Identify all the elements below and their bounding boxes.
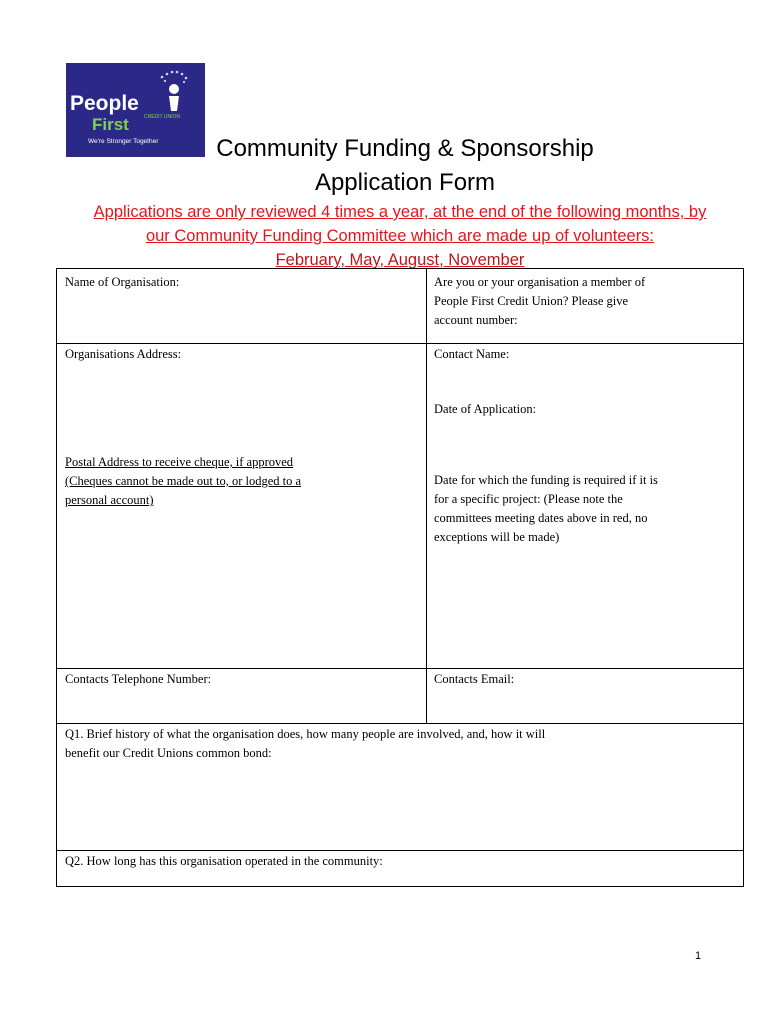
svg-text:First: First <box>92 115 129 134</box>
people-first-logo <box>66 63 205 157</box>
q1-history-field[interactable] <box>65 725 735 763</box>
postal-address-field[interactable] <box>65 453 395 510</box>
notice-months: February, May, August, November <box>275 251 525 269</box>
date-of-application-field[interactable]: Date of Application: <box>434 402 537 416</box>
notice-line2: our Community Funding Committee which are made up of volunteers: <box>145 227 655 245</box>
svg-text:People: People <box>70 92 139 115</box>
q1-line2: benefit our Credit Unions common bond: <box>65 746 272 760</box>
postal-line2: (Cheques cannot be made out to, or lodged to a <box>65 474 302 488</box>
q1-line1: Q1. Brief history of what the organisation does, how many people are involved, and, how it will <box>65 727 546 741</box>
form-title <box>205 132 605 200</box>
title-line2: Application Form <box>314 169 496 196</box>
column-divider <box>426 269 427 723</box>
page-number: 1 <box>695 950 702 962</box>
fund-date-line2: for a specific project: (Please note the <box>434 492 623 506</box>
fund-date-line1: Date for which the funding is required if it is <box>434 473 658 487</box>
org-address-field[interactable]: Organisations Address: <box>65 347 182 361</box>
review-notice <box>40 200 760 272</box>
fund-date-line3: committees meeting dates above in red, no <box>434 511 648 525</box>
svg-text:We're Stronger Together: We're Stronger Together <box>88 138 159 145</box>
notice-line1: Applications are only reviewed 4 times a year, at the end of the following months, by <box>93 203 707 221</box>
row-divider <box>57 723 743 724</box>
svg-text:CREDIT UNION: CREDIT UNION <box>144 114 181 120</box>
org-name-field[interactable]: Name of Organisation: <box>65 275 180 289</box>
email-field[interactable]: Contacts Email: <box>434 672 515 686</box>
member-q-line2: People First Credit Union? Please give <box>434 294 629 308</box>
postal-line3: personal account) <box>65 493 154 507</box>
member-account-field[interactable] <box>434 273 734 330</box>
logo-graphic <box>66 63 205 157</box>
funding-date-field[interactable] <box>434 471 739 547</box>
member-q-line1: Are you or your organisation a member of <box>434 275 646 289</box>
member-q-line3: account number: <box>434 313 518 327</box>
title-line1: Community Funding & Sponsorship <box>216 135 594 162</box>
postal-line1: Postal Address to receive cheque, if approved <box>65 455 294 469</box>
row-divider <box>57 850 743 851</box>
fund-date-line4: exceptions will be made) <box>434 530 560 544</box>
telephone-field[interactable]: Contacts Telephone Number: <box>65 672 212 686</box>
row-divider <box>57 343 743 344</box>
contact-name-field[interactable]: Contact Name: <box>434 347 510 361</box>
application-form-table <box>56 268 744 887</box>
q2-duration-field[interactable]: Q2. How long has this organisation operated in the community: <box>65 854 383 868</box>
row-divider <box>57 668 743 669</box>
